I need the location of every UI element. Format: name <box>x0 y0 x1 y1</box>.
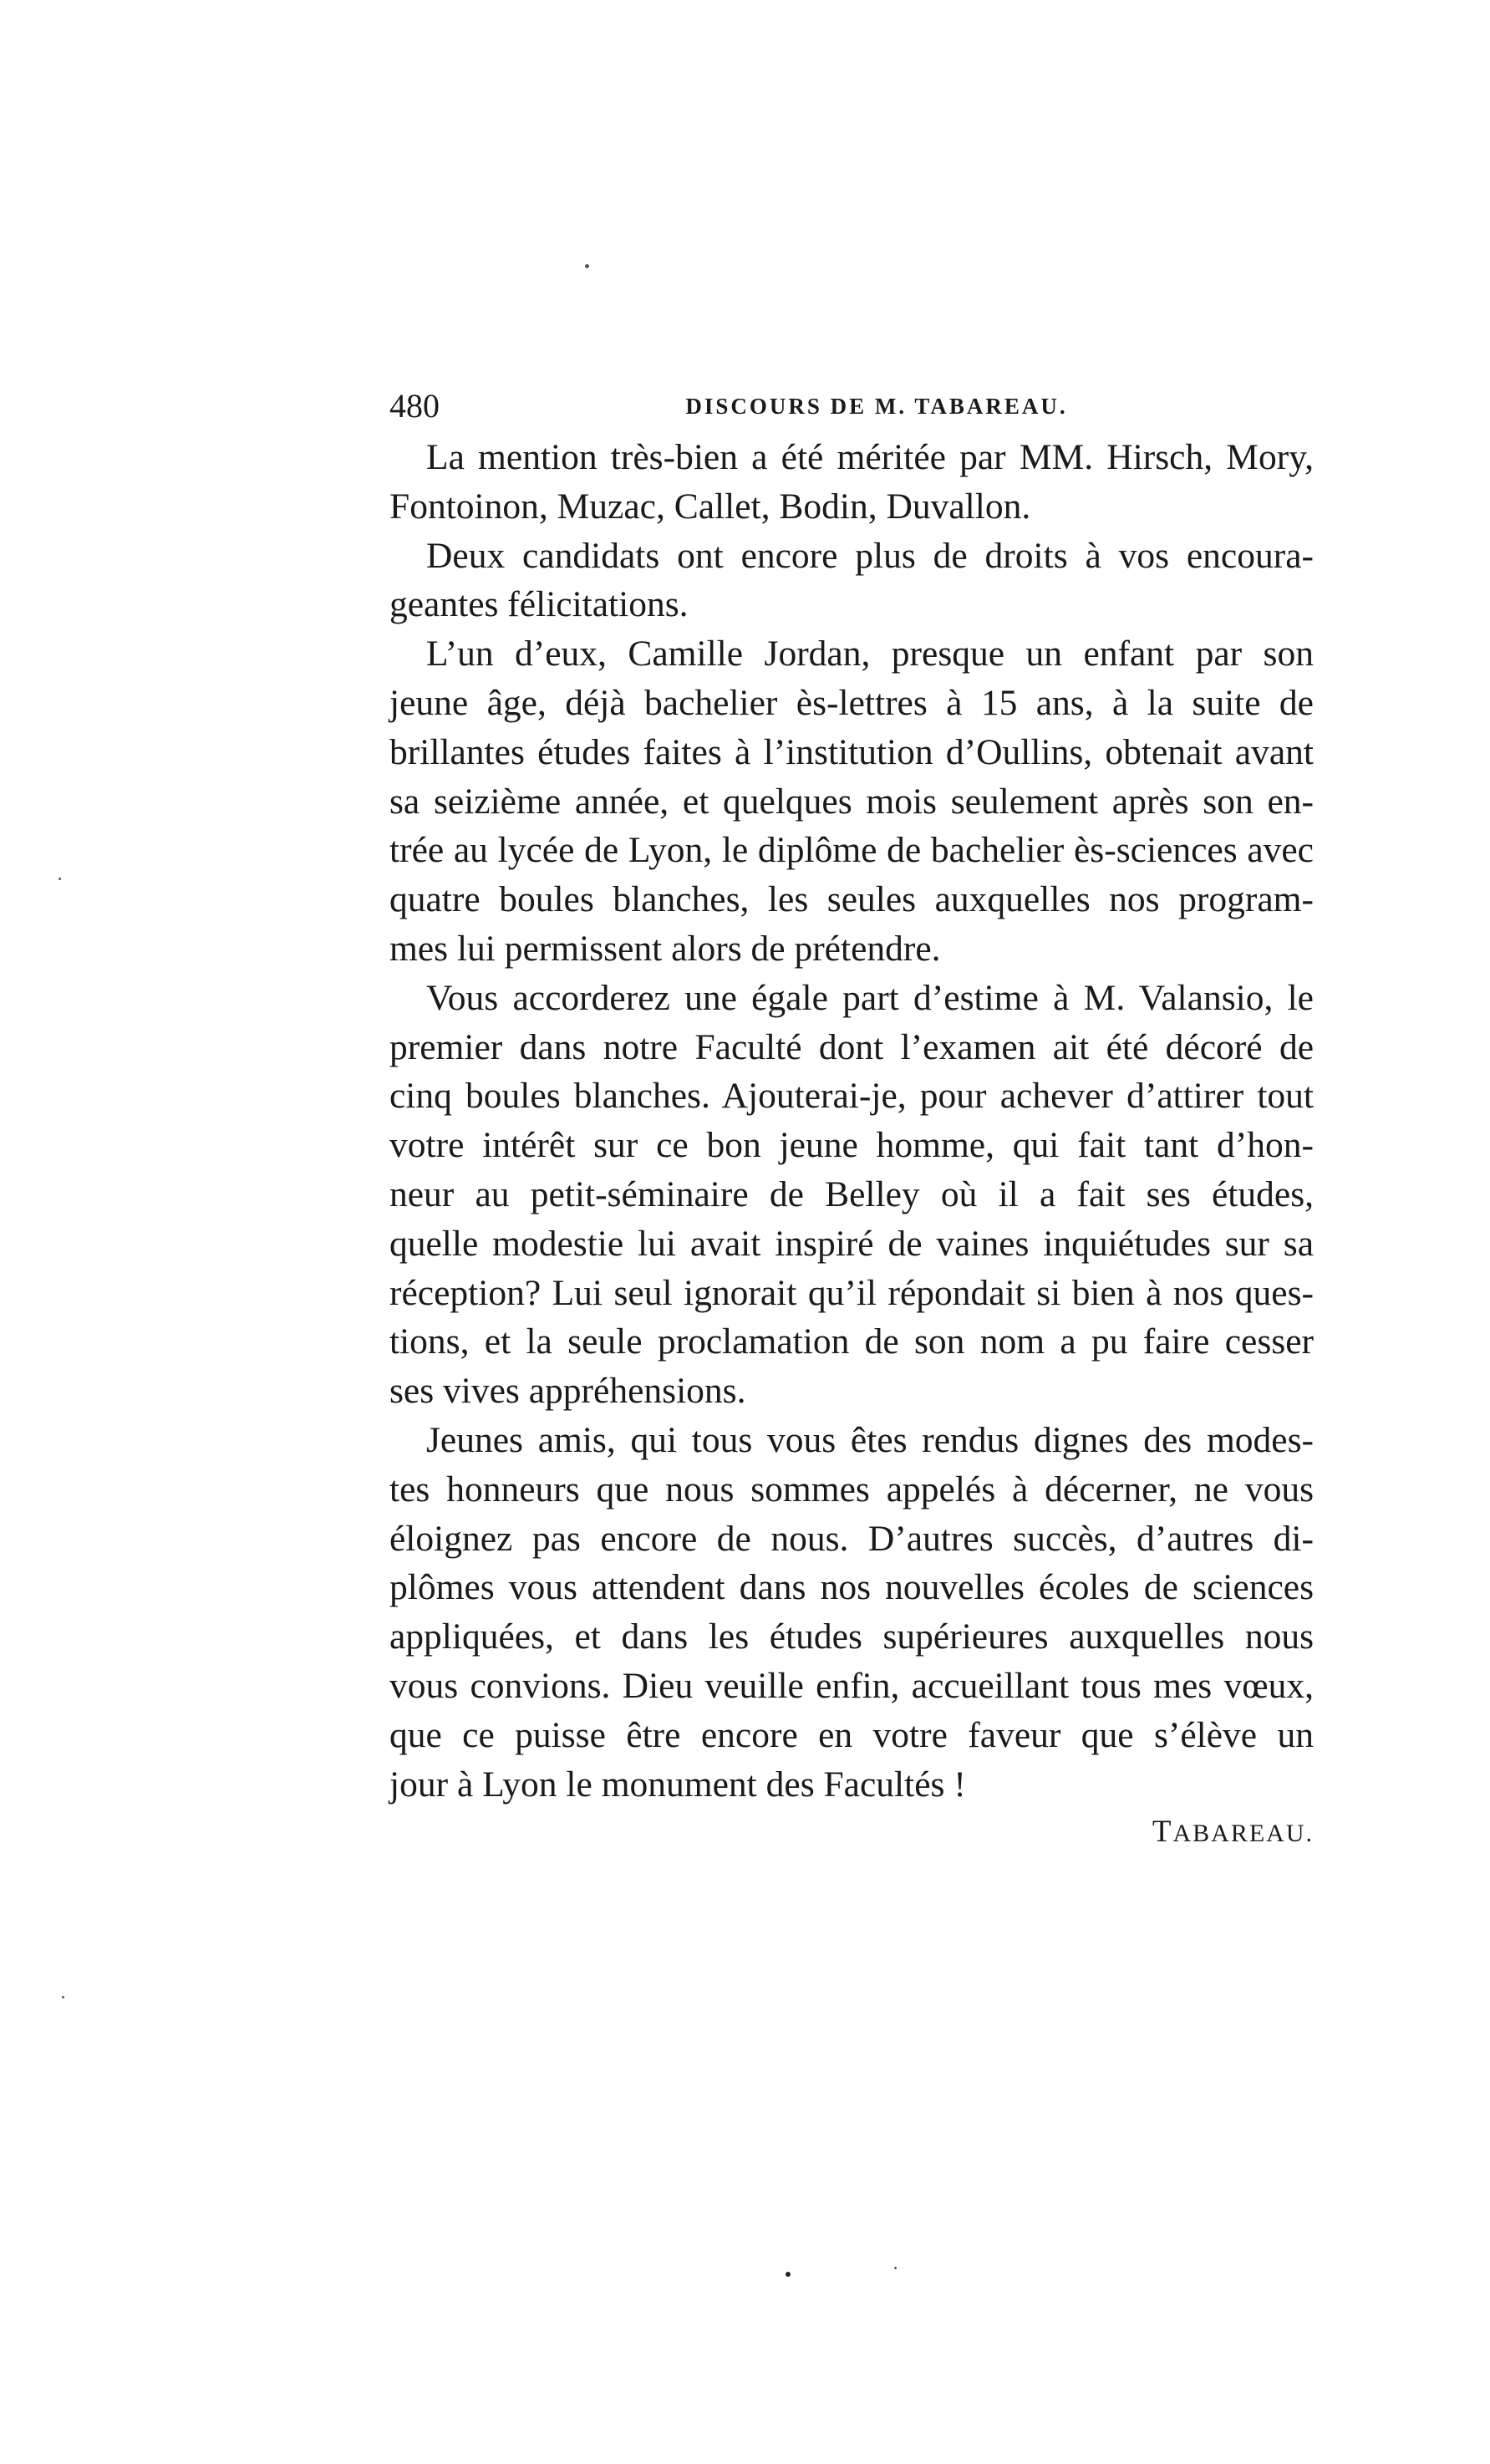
page-number: 480 <box>389 387 440 425</box>
text-line: cinq boules blanches. Ajouterai-je, pour achever d’attirer tout <box>389 1076 1314 1117</box>
text-line: geantes félicitations. <box>389 584 689 625</box>
text-line: ses vives appréhensions. <box>389 1371 746 1412</box>
signature <box>389 1814 1314 1852</box>
text-line: jour à Lyon le monument des Facultés ! <box>389 1764 966 1805</box>
text-line: appliquées, et dans les études supérieures auxquelles nous <box>389 1616 1314 1657</box>
text-line: trée au lycée de Lyon, le diplôme de bachelier ès-sciences avec <box>389 830 1314 871</box>
text-line: jeune âge, déjà bachelier ès-lettres à 15 ans, à la suite de <box>389 682 1314 723</box>
paper-speck <box>585 264 589 268</box>
paper-speck <box>62 1996 64 1998</box>
signature-initial: T <box>1152 1815 1173 1849</box>
text-line: plômes vous attendent dans nos nouvelles écoles de sciences <box>389 1567 1314 1608</box>
paper-speck <box>786 2272 791 2277</box>
text-line: Jeunes amis, qui tous vous êtes rendus dignes des modes- <box>426 1419 1314 1460</box>
text-line: réception? Lui seul ignorait qu’il répondait si bien à nos ques- <box>389 1272 1314 1313</box>
text-line: Vous accorderez une égale part d’estime à M. Valansio, le <box>426 977 1314 1018</box>
signature-rest: ABAREAU. <box>1172 1820 1314 1847</box>
text-line: éloignez pas encore de nous. D’autres succès, d’autres di- <box>389 1518 1314 1559</box>
text-line: quelle modestie lui avait inspiré de vaines inquiétudes sur sa <box>389 1223 1314 1264</box>
text-line: neur au petit-séminaire de Belley où il a fait ses études, <box>389 1173 1314 1214</box>
text-line: vous convions. Dieu veuille enfin, accueillant tous mes vœux, <box>389 1665 1314 1706</box>
body-text <box>389 433 1314 1809</box>
text-line: votre intérêt sur ce bon jeune homme, qui fait tant d’hon- <box>389 1125 1314 1166</box>
text-line: Deux candidats ont encore plus de droits à vos encoura- <box>426 535 1314 576</box>
paper-speck <box>58 878 61 880</box>
running-head: DISCOURS DE M. TABAREAU. <box>685 394 1068 419</box>
text-line: Fontoinon, Muzac, Callet, Bodin, Duvallon. <box>389 486 1031 527</box>
text-line: brillantes études faites à l’institution d’Oullins, obtenait avant <box>389 731 1314 772</box>
text-line: L’un d’eux, Camille Jordan, presque un enfant par son <box>426 634 1314 675</box>
text-line: mes lui permissent alors de prétendre. <box>389 928 941 969</box>
text-line: La mention très-bien a été méritée par MM. Hirsch, Mory, <box>426 437 1314 477</box>
paper-speck <box>894 2267 897 2269</box>
text-line: sa seizième année, et quelques mois seulement après son en- <box>389 781 1314 822</box>
page-header <box>389 383 1314 433</box>
text-line: quatre boules blanches, les seules auxquelles nos program- <box>389 879 1314 920</box>
text-line: premier dans notre Faculté dont l’examen ait été décoré de <box>389 1026 1314 1067</box>
text-line: tes honneurs que nous sommes appelés à décerner, ne vous <box>389 1469 1314 1509</box>
text-line: que ce puisse être encore en votre faveur que s’élève un <box>389 1714 1314 1755</box>
text-line: tions, et la seule proclamation de son nom a pu faire cesser <box>389 1321 1314 1362</box>
